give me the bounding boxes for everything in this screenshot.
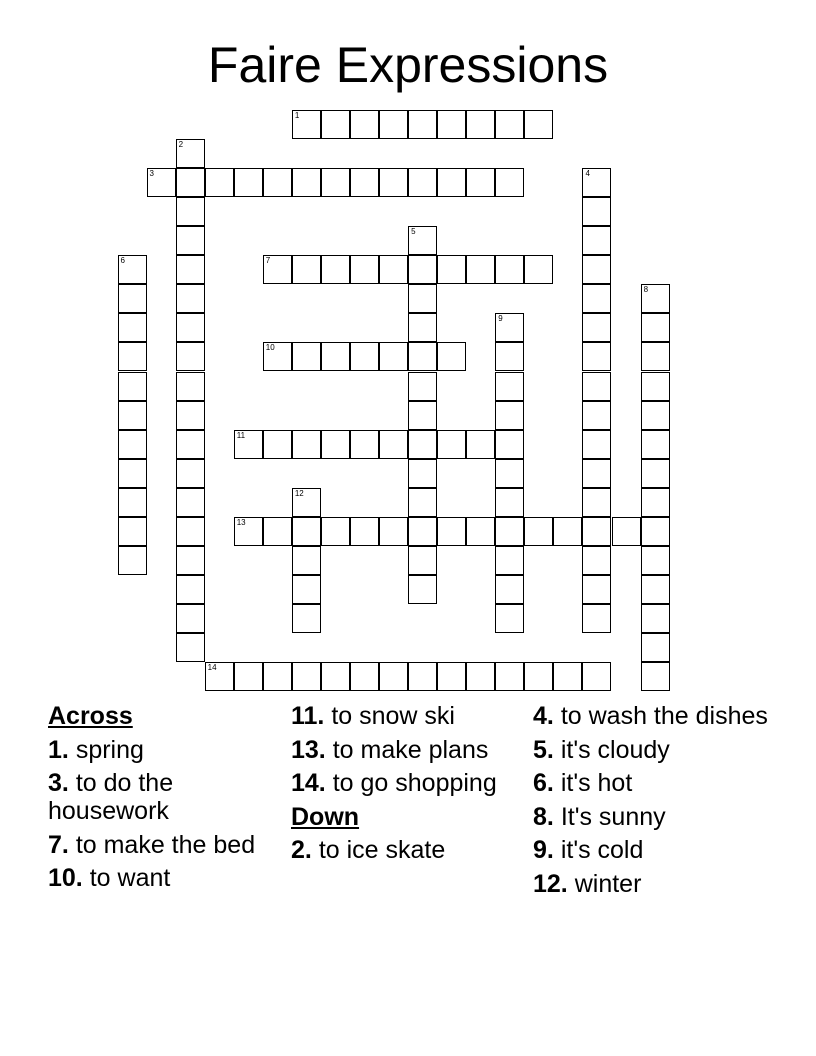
grid-cell[interactable] [321,517,350,546]
grid-cell[interactable] [641,575,670,604]
grid-cell[interactable] [379,662,408,691]
cell-number: 7 [265,256,271,266]
grid-cell[interactable] [408,226,437,255]
grid-cell[interactable] [408,110,437,139]
clue-across-14: 14. to go shopping [291,769,497,797]
grid-cell[interactable] [350,342,379,371]
grid-cell[interactable] [641,517,670,546]
grid-cell[interactable] [292,546,321,575]
cell-number: 6 [120,256,125,266]
clue-across-11: 11. to snow ski [291,702,455,730]
cell-number: 3 [149,169,154,179]
clue-down-4: 4. to wash the dishes [533,702,768,730]
clue-down-12: 12. winter [533,869,642,898]
across-heading: Across [48,702,133,730]
cell-number: 12 [294,488,304,498]
grid-cell[interactable] [379,110,408,139]
grid-cell[interactable] [350,255,379,284]
grid-cell[interactable] [437,517,466,546]
cell-number: 10 [265,343,275,353]
grid-cell[interactable] [582,284,611,313]
cell-number: 11 [236,430,246,440]
grid-cell[interactable] [118,372,147,401]
grid-cell[interactable] [524,255,553,284]
grid-cell[interactable] [641,662,670,691]
grid-cell[interactable] [437,255,466,284]
grid-cell[interactable] [582,430,611,459]
grid-cell[interactable] [205,662,234,691]
grid-cell[interactable] [263,662,292,691]
clue-down-8: 8. It's sunny [533,802,666,831]
grid-cell[interactable] [582,168,611,197]
grid-cell[interactable] [582,517,611,546]
grid-cell[interactable] [408,459,437,488]
down-heading: Down [291,802,360,831]
grid-cell[interactable] [582,662,611,691]
grid-cell[interactable] [495,342,524,371]
grid-cell[interactable] [263,168,292,197]
cell-number: 1 [294,111,300,120]
grid-cell[interactable] [553,662,582,691]
grid-cell[interactable] [408,284,437,313]
grid-cell[interactable] [176,517,205,546]
grid-cell[interactable] [263,342,292,371]
grid-cell[interactable] [582,226,611,255]
grid-cell[interactable] [118,284,147,313]
grid-cell[interactable] [641,372,670,401]
clue-across-13: 13. to make plans [291,735,489,764]
grid-cell[interactable] [641,342,670,371]
grid-cell[interactable] [118,517,147,546]
grid-cell[interactable] [234,662,263,691]
grid-cell[interactable] [263,430,292,459]
grid-cell[interactable] [205,168,234,197]
grid-cell[interactable] [466,255,495,284]
grid-cell[interactable] [176,255,205,284]
grid-cell[interactable] [641,633,670,662]
cell-number: 8 [643,285,649,295]
grid-cell[interactable] [582,255,611,284]
grid-cell[interactable] [379,430,408,459]
grid-cell[interactable] [408,517,437,546]
grid-cell[interactable] [350,168,379,197]
grid-cell[interactable] [350,662,379,691]
grid-cell[interactable] [292,662,321,691]
grid-cell[interactable] [321,110,350,139]
clue-across-7: 7. to make the bed [48,830,256,859]
grid-cell[interactable] [118,488,147,517]
grid-cell[interactable] [147,168,176,197]
grid-cell[interactable] [524,517,553,546]
grid-cell[interactable] [495,488,524,517]
grid-cell[interactable] [582,313,611,342]
grid-cell[interactable] [466,110,495,139]
grid-cell[interactable] [408,313,437,342]
grid-cell[interactable] [379,517,408,546]
grid-cell[interactable] [641,313,670,342]
grid-cell[interactable] [379,168,408,197]
grid-cell[interactable] [292,575,321,604]
grid-cell[interactable] [495,662,524,691]
grid-cell[interactable] [176,372,205,401]
grid-cell[interactable] [292,517,321,546]
grid-cell[interactable] [408,662,437,691]
grid-cell[interactable] [292,488,321,517]
grid-cell[interactable] [437,168,466,197]
grid-cell[interactable] [321,662,350,691]
clue-down-5: 5. it's cloudy [533,735,670,764]
grid-cell[interactable] [495,575,524,604]
grid-cell[interactable] [408,401,437,430]
cell-number: 13 [236,517,246,527]
grid-cell[interactable] [176,168,205,197]
grid-cell[interactable] [437,110,466,139]
grid-cell[interactable] [466,168,495,197]
grid-cell[interactable] [176,401,205,430]
grid-cell[interactable] [176,313,205,342]
grid-cell[interactable] [466,517,495,546]
grid-cell[interactable] [118,342,147,371]
grid-cell[interactable] [582,372,611,401]
cell-number: 4 [585,169,590,179]
grid-cell[interactable] [641,546,670,575]
grid-cell[interactable] [176,575,205,604]
grid-cell[interactable] [408,430,437,459]
puzzle-title: Faire Expressions [207,37,609,93]
clue-across-1: 1. spring [48,735,144,764]
cell-number: 2 [178,140,184,150]
grid-cell[interactable] [408,546,437,575]
grid-cell[interactable] [321,255,350,284]
grid-cell[interactable] [408,168,437,197]
grid-cell[interactable] [582,575,611,604]
grid-cell[interactable] [553,517,582,546]
grid-cell[interactable] [321,430,350,459]
grid-cell[interactable] [118,255,147,284]
grid-cell[interactable] [350,430,379,459]
clue-column-2 [291,702,521,870]
grid-cell[interactable] [612,517,641,546]
grid-cell[interactable] [321,168,350,197]
cell-number: 5 [411,227,416,237]
grid-cell[interactable] [582,342,611,371]
grid-cell[interactable] [176,197,205,226]
clue-across-10: 10. to want [48,864,171,892]
grid-cell[interactable] [437,342,466,371]
clue-column-1 [48,702,278,898]
grid-cell[interactable] [118,459,147,488]
clue-column-3 [533,702,773,903]
grid-cell[interactable] [582,488,611,517]
grid-cell[interactable] [641,284,670,313]
grid-cell[interactable] [176,546,205,575]
grid-cell[interactable] [408,372,437,401]
grid-cell[interactable] [118,430,147,459]
grid-cell[interactable] [524,110,553,139]
grid-cell[interactable] [176,284,205,313]
grid-cell[interactable] [582,546,611,575]
grid-cell[interactable] [495,430,524,459]
grid-cell[interactable] [292,110,321,139]
grid-cell[interactable] [234,168,263,197]
grid-cell[interactable] [466,430,495,459]
grid-cell[interactable] [292,604,321,633]
grid-cell[interactable] [582,401,611,430]
grid-cell[interactable] [263,517,292,546]
grid-cell[interactable] [321,342,350,371]
grid-cell[interactable] [495,110,524,139]
grid-cell[interactable] [495,604,524,633]
grid-cell[interactable] [495,401,524,430]
grid-cell[interactable] [495,517,524,546]
grid-cell[interactable] [582,197,611,226]
grid-cell[interactable] [641,459,670,488]
clue-down-9: 9. it's cold [533,836,644,864]
clue-down-6: 6. it's hot [533,769,633,797]
grid-cell[interactable] [176,139,205,168]
grid-cell[interactable] [641,488,670,517]
grid-cell[interactable] [176,226,205,255]
grid-cell[interactable] [437,662,466,691]
grid-cell[interactable] [641,604,670,633]
grid-cell[interactable] [408,575,437,604]
cell-number: 9 [498,314,503,324]
grid-cell[interactable] [582,459,611,488]
grid-cell[interactable] [582,604,611,633]
clue-down-2: 2. to ice skate [291,836,446,864]
grid-cell[interactable] [495,546,524,575]
grid-cell[interactable] [495,168,524,197]
grid-cell[interactable] [176,459,205,488]
grid-cell[interactable] [495,255,524,284]
grid-cell[interactable] [118,401,147,430]
grid-cell[interactable] [379,342,408,371]
grid-cell[interactable] [234,517,263,546]
grid-cell[interactable] [408,342,437,371]
grid-cell[interactable] [118,313,147,342]
grid-cell[interactable] [495,459,524,488]
grid-cell[interactable] [292,430,321,459]
grid-cell[interactable] [437,430,466,459]
grid-cell[interactable] [176,604,205,633]
grid-cell[interactable] [408,488,437,517]
grid-cell[interactable] [176,342,205,371]
grid-cell[interactable] [641,430,670,459]
grid-cell[interactable] [379,255,408,284]
grid-cell[interactable] [118,546,147,575]
grid-cell[interactable] [234,430,263,459]
cell-number: 14 [207,663,217,673]
grid-cell[interactable] [176,488,205,517]
grid-cell[interactable] [350,110,379,139]
grid-cell[interactable] [292,342,321,371]
grid-cell[interactable] [350,517,379,546]
clue-across-3: 3. to do the housework [48,769,174,825]
grid-cell[interactable] [408,255,437,284]
grid-cell[interactable] [176,633,205,662]
grid-cell[interactable] [263,255,292,284]
grid-cell[interactable] [495,372,524,401]
grid-cell[interactable] [495,313,524,342]
grid-cell[interactable] [176,430,205,459]
grid-cell[interactable] [524,662,553,691]
grid-cell[interactable] [292,255,321,284]
grid-cell[interactable] [466,662,495,691]
grid-cell[interactable] [292,168,321,197]
grid-cell[interactable] [641,401,670,430]
